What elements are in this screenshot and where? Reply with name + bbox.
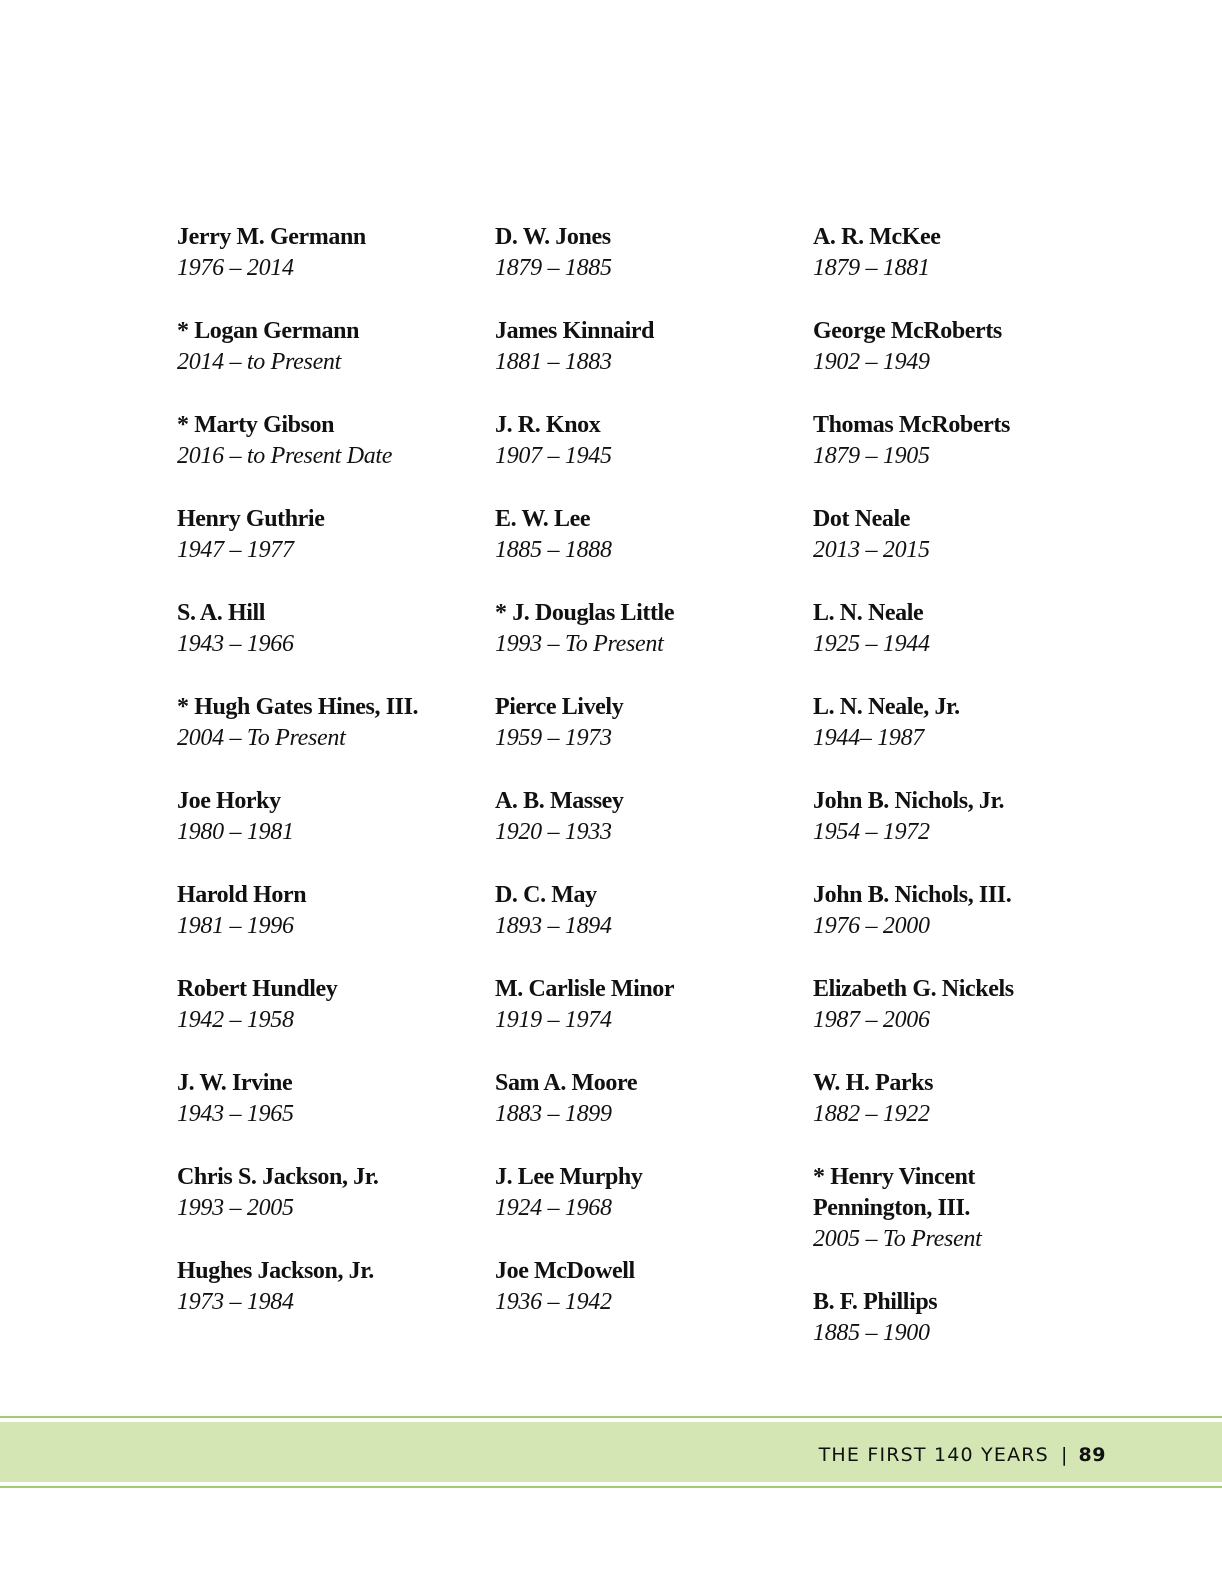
roster-entry	[495, 598, 795, 660]
member-name: Joe Horky	[177, 788, 281, 814]
service-years: 2005 – To Present	[813, 1226, 982, 1252]
service-years: 1980 – 1981	[177, 819, 294, 845]
footer-text	[819, 1444, 1106, 1466]
roster-entry	[495, 974, 795, 1036]
service-years: 1936 – 1942	[495, 1289, 612, 1315]
member-name: D. W. Jones	[495, 224, 611, 250]
service-years: 1981 – 1996	[177, 913, 294, 939]
roster-entry	[177, 1068, 477, 1130]
member-name: Jerry M. Germann	[177, 224, 366, 250]
member-name: D. C. May	[495, 882, 597, 908]
member-name: L. N. Neale	[813, 600, 924, 626]
roster-entry	[813, 1068, 1113, 1130]
service-years: 1881 – 1883	[495, 349, 612, 375]
roster-column-2	[495, 222, 795, 1350]
service-years: 1885 – 1888	[495, 537, 612, 563]
member-name: M. Carlisle Minor	[495, 976, 675, 1002]
service-years: 1993 – To Present	[495, 631, 664, 657]
footer-top-rule	[0, 1416, 1222, 1418]
roster-entry	[177, 410, 477, 472]
member-name: Elizabeth G. Nickels	[813, 976, 1014, 1002]
member-name: Henry Guthrie	[177, 506, 325, 532]
member-name: J. W. Irvine	[177, 1070, 293, 1096]
service-years: 1883 – 1899	[495, 1101, 612, 1127]
service-years: 1907 – 1945	[495, 443, 612, 469]
service-years: 1879 – 1881	[813, 255, 930, 281]
roster-entry	[177, 974, 477, 1036]
member-name: * Hugh Gates Hines, III.	[177, 694, 419, 720]
roster-entry	[177, 692, 477, 754]
roster-entry	[495, 316, 795, 378]
member-name: Chris S. Jackson, Jr.	[177, 1164, 379, 1190]
roster-entry	[813, 880, 1113, 942]
roster-entry	[495, 1256, 795, 1318]
roster-column-1	[177, 222, 477, 1350]
roster-entry	[813, 222, 1113, 284]
page-footer	[0, 1416, 1222, 1488]
footer-separator: |	[1060, 1444, 1069, 1466]
member-name: Joe McDowell	[495, 1258, 635, 1284]
roster-entry	[177, 222, 477, 284]
member-name: L. N. Neale, Jr.	[813, 694, 960, 720]
roster-entry	[813, 786, 1113, 848]
member-name: S. A. Hill	[177, 600, 266, 626]
service-years: 1976 – 2014	[177, 255, 294, 281]
footer-bottom-rule	[0, 1486, 1222, 1488]
service-years: 1942 – 1958	[177, 1007, 294, 1033]
service-years: 1993 – 2005	[177, 1195, 294, 1221]
service-years: 2013 – 2015	[813, 537, 930, 563]
member-name: E. W. Lee	[495, 506, 591, 532]
member-name: George McRoberts	[813, 318, 1002, 344]
service-years: 1987 – 2006	[813, 1007, 930, 1033]
roster-entry	[177, 880, 477, 942]
member-name: Hughes Jackson, Jr.	[177, 1258, 374, 1284]
member-name: Pierce Lively	[495, 694, 624, 720]
page-number: 89	[1078, 1444, 1106, 1466]
roster-entry	[177, 1162, 477, 1224]
roster-entry	[495, 222, 795, 284]
roster-entry	[813, 410, 1113, 472]
service-years: 1919 – 1974	[495, 1007, 612, 1033]
service-years: 2014 – to Present	[177, 349, 341, 375]
roster-column-3	[813, 222, 1113, 1381]
roster-entry	[813, 1162, 1113, 1255]
service-years: 1943 – 1965	[177, 1101, 294, 1127]
service-years: 1925 – 1944	[813, 631, 930, 657]
member-name: * J. Douglas Little	[495, 600, 675, 626]
service-years: 1973 – 1984	[177, 1289, 294, 1315]
roster-entry	[495, 1162, 795, 1224]
service-years: 1943 – 1966	[177, 631, 294, 657]
roster-entry	[813, 504, 1113, 566]
service-years: 1882 – 1922	[813, 1101, 930, 1127]
member-name: Thomas McRoberts	[813, 412, 1010, 438]
service-years: 1920 – 1933	[495, 819, 612, 845]
member-name: * Henry Vincent Pennington, III.	[813, 1164, 975, 1221]
roster-entry	[177, 598, 477, 660]
member-name: Dot Neale	[813, 506, 911, 532]
member-name: A. R. McKee	[813, 224, 941, 250]
member-name: John B. Nichols, III.	[813, 882, 1012, 908]
member-name: J. Lee Murphy	[495, 1164, 643, 1190]
roster-entry	[495, 1068, 795, 1130]
footer-title: THE FIRST 140 YEARS	[818, 1444, 1049, 1466]
member-name: Robert Hundley	[177, 976, 338, 1002]
member-name: * Marty Gibson	[177, 412, 335, 438]
member-name: A. B. Massey	[495, 788, 624, 814]
service-years: 1879 – 1885	[495, 255, 612, 281]
service-years: 1954 – 1972	[813, 819, 930, 845]
service-years: 2016 – to Present Date	[177, 443, 393, 469]
service-years: 1893 – 1894	[495, 913, 612, 939]
roster-entry	[495, 786, 795, 848]
service-years: 1902 – 1949	[813, 349, 930, 375]
roster-entry	[177, 1256, 477, 1318]
member-name: Sam A. Moore	[495, 1070, 638, 1096]
roster-entry	[813, 598, 1113, 660]
roster-entry	[813, 974, 1113, 1036]
roster-entry	[495, 504, 795, 566]
roster-entry	[813, 692, 1113, 754]
roster-entry	[177, 316, 477, 378]
service-years: 1879 – 1905	[813, 443, 930, 469]
member-name: * Logan Germann	[177, 318, 360, 344]
member-name: John B. Nichols, Jr.	[813, 788, 1005, 814]
roster-entry	[177, 504, 477, 566]
member-name: James Kinnaird	[495, 318, 655, 344]
roster-entry	[495, 880, 795, 942]
service-years: 1885 – 1900	[813, 1320, 930, 1346]
roster-entry	[813, 316, 1113, 378]
roster-entry	[177, 786, 477, 848]
member-name: J. R. Knox	[495, 412, 601, 438]
service-years: 2004 – To Present	[177, 725, 346, 751]
member-name: B. F. Phillips	[813, 1289, 938, 1315]
roster-entry	[495, 692, 795, 754]
service-years: 1959 – 1973	[495, 725, 612, 751]
roster-entry	[495, 410, 795, 472]
member-name: Harold Horn	[177, 882, 307, 908]
service-years: 1924 – 1968	[495, 1195, 612, 1221]
member-name: W. H. Parks	[813, 1070, 934, 1096]
service-years: 1944– 1987	[813, 725, 925, 751]
service-years: 1947 – 1977	[177, 537, 294, 563]
roster-entry	[813, 1287, 1113, 1349]
service-years: 1976 – 2000	[813, 913, 930, 939]
